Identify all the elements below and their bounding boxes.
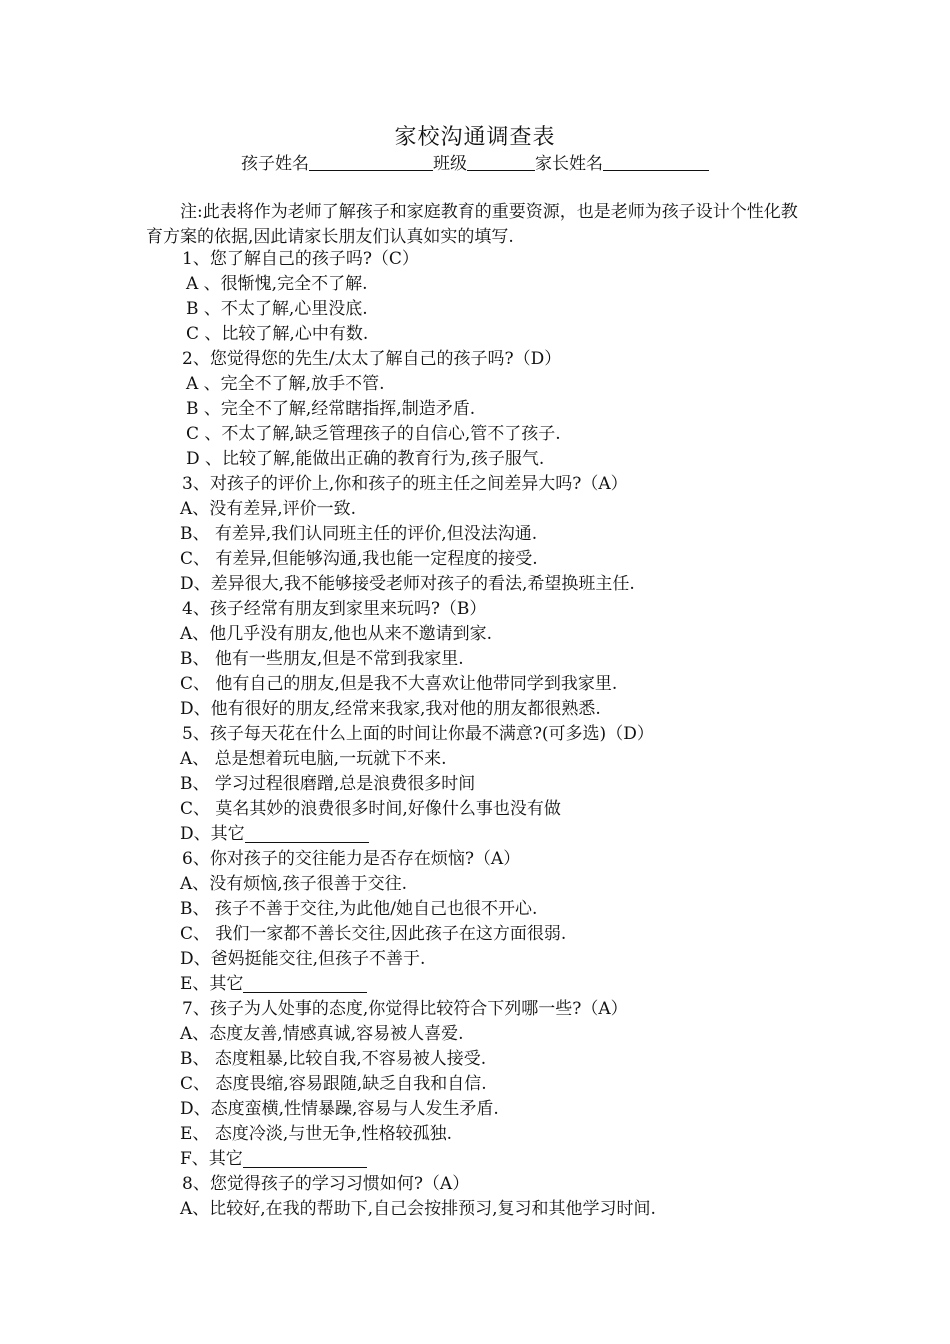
question-5: 5、孩子每天花在什么上面的时间让你最不满意?(可多选)（D）	[182, 724, 654, 744]
parent-name-blank[interactable]	[603, 152, 709, 171]
option-6a[interactable]: A、没有烦恼,孩子很善于交往.	[180, 874, 408, 894]
option-4b[interactable]: B、 他有一些朋友,但是不常到我家里.	[180, 649, 464, 669]
option-7a[interactable]: A、态度友善,情感真诚,容易被人喜爱.	[180, 1024, 464, 1044]
survey-questions	[180, 247, 820, 1222]
option-5a[interactable]: A、 总是想着玩电脑,一玩就下不来.	[180, 749, 447, 769]
option-4c[interactable]: C、 他有自己的朋友,但是我不大喜欢让他带同学到我家里.	[180, 674, 618, 694]
option-7e[interactable]: E、 态度冷淡,与世无争,性格较孤独.	[180, 1124, 453, 1144]
survey-note: 注:此表将作为老师了解孩子和家庭教育的重要资源，也是老师为孩子设计个性化教育方案的依据,因此请家长朋友们认真如实的填写.	[146, 202, 798, 247]
option-4a[interactable]: A、他几乎没有朋友,他也从来不邀请到家.	[180, 624, 493, 644]
option-5b[interactable]: B、 学习过程很磨蹭,总是浪费很多时间	[180, 774, 476, 794]
option-7f-blank[interactable]	[243, 1150, 367, 1168]
option-8a[interactable]: A、比较好,在我的帮助下,自己会按排预习,复习和其他学习时间.	[180, 1199, 656, 1219]
class-blank[interactable]	[467, 152, 535, 171]
option-2a[interactable]: A 、完全不了解,放手不管.	[186, 374, 385, 394]
child-name-blank[interactable]	[309, 152, 433, 171]
option-7b[interactable]: B、 态度粗暴,比较自我,不容易被人接受.	[180, 1049, 487, 1069]
option-1c[interactable]: C 、比较了解,心中有数.	[186, 324, 369, 344]
option-4d[interactable]: D、他有很好的朋友,经常来我家,我对他的朋友都很熟悉.	[180, 699, 601, 719]
option-6b[interactable]: B、 孩子不善于交往,为此他/她自己也很不开心.	[180, 899, 538, 919]
option-3c[interactable]: C、 有差异,但能够沟通,我也能一定程度的接受.	[180, 549, 538, 569]
header-info-line	[0, 149, 950, 174]
question-7: 7、孩子为人处事的态度,你觉得比较符合下列哪一些?（A）	[182, 999, 628, 1019]
option-3b[interactable]: B、 有差异,我们认同班主任的评价,但没法沟通.	[180, 524, 538, 544]
option-5d-blank[interactable]	[245, 825, 369, 843]
option-1a[interactable]: A 、很惭愧,完全不了解.	[186, 274, 368, 294]
option-3d[interactable]: D、差异很大,我不能够接受老师对孩子的看法,希望换班主任.	[180, 574, 635, 594]
option-3a[interactable]: A、没有差异,评价一致.	[180, 499, 357, 519]
question-4: 4、孩子经常有朋友到家里来玩吗?（B）	[182, 599, 487, 619]
option-7f-row[interactable]	[180, 1147, 820, 1172]
parent-name-label: 家长姓名	[535, 154, 603, 174]
option-6d[interactable]: D、爸妈挺能交往,但孩子不善于.	[180, 949, 426, 969]
class-label: 班级	[433, 154, 467, 174]
option-7c[interactable]: C、 态度畏缩,容易跟随,缺乏自我和自信.	[180, 1074, 487, 1094]
child-name-label: 孩子姓名	[241, 154, 309, 174]
option-5d-row[interactable]	[180, 822, 820, 847]
page-title: 家校沟通调查表	[394, 125, 556, 150]
option-5d[interactable]: D、其它	[180, 824, 245, 844]
option-6e[interactable]: E、其它	[180, 974, 244, 994]
option-5c[interactable]: C、 莫名其妙的浪费很多时间,好像什么事也没有做	[180, 799, 561, 819]
option-2d[interactable]: D 、比较了解,能做出正确的教育行为,孩子服气.	[186, 449, 545, 469]
option-2b[interactable]: B 、完全不了解,经常瞎指挥,制造矛盾.	[186, 399, 476, 419]
option-1b[interactable]: B 、不太了解,心里没底.	[186, 299, 368, 319]
option-2c[interactable]: C 、不太了解,缺乏管理孩子的自信心,管不了孩子.	[186, 424, 561, 444]
question-8: 8、您觉得孩子的学习习惯如何?（A）	[182, 1174, 470, 1194]
option-7f[interactable]: F、其它	[180, 1149, 243, 1169]
option-6c[interactable]: C、 我们一家都不善长交往,因此孩子在这方面很弱.	[180, 924, 567, 944]
question-2: 2、您觉得您的先生/太太了解自己的孩子吗?（D）	[182, 349, 562, 369]
option-6e-blank[interactable]	[243, 975, 367, 993]
option-6e-row[interactable]	[180, 972, 820, 997]
question-1: 1、您了解自己的孩子吗?（C）	[182, 249, 419, 269]
question-3: 3、对孩子的评价上,你和孩子的班主任之间差异大吗?（A）	[182, 474, 628, 494]
question-6: 6、你对孩子的交往能力是否存在烦恼?（A）	[182, 849, 521, 869]
option-7d[interactable]: D、态度蛮横,性情暴躁,容易与人发生矛盾.	[180, 1099, 499, 1119]
